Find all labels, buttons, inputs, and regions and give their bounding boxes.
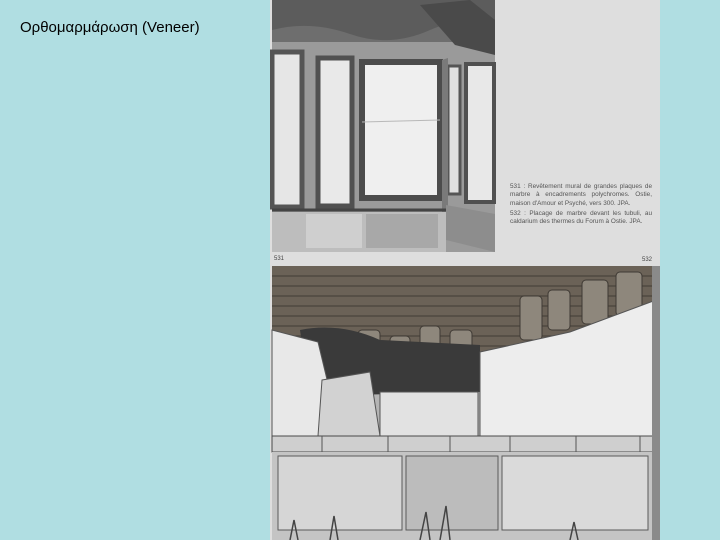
photo-caldarium-veneer	[272, 266, 660, 540]
figure-number-532: 532	[642, 257, 653, 263]
book-page-illustration	[270, 0, 660, 540]
figure-number-531: 531	[274, 256, 285, 262]
scanned-book-page	[270, 0, 660, 540]
figure-captions	[510, 183, 652, 228]
caption-531: 531 : Revêtement mural de grandes plaques de marbre à encadrements polychromes. Ostie, maison d'Amour et Psyché, vers 300. JPA.	[510, 183, 652, 207]
slide-title: Ορθομαρμάρωση (Veneer)	[20, 19, 200, 36]
caption-532: 532 : Placage de marbre devant les tubuli, au caldarium des thermes du Forum à Ostie. JPA.	[510, 209, 652, 226]
photo-wall-veneer	[272, 0, 495, 252]
